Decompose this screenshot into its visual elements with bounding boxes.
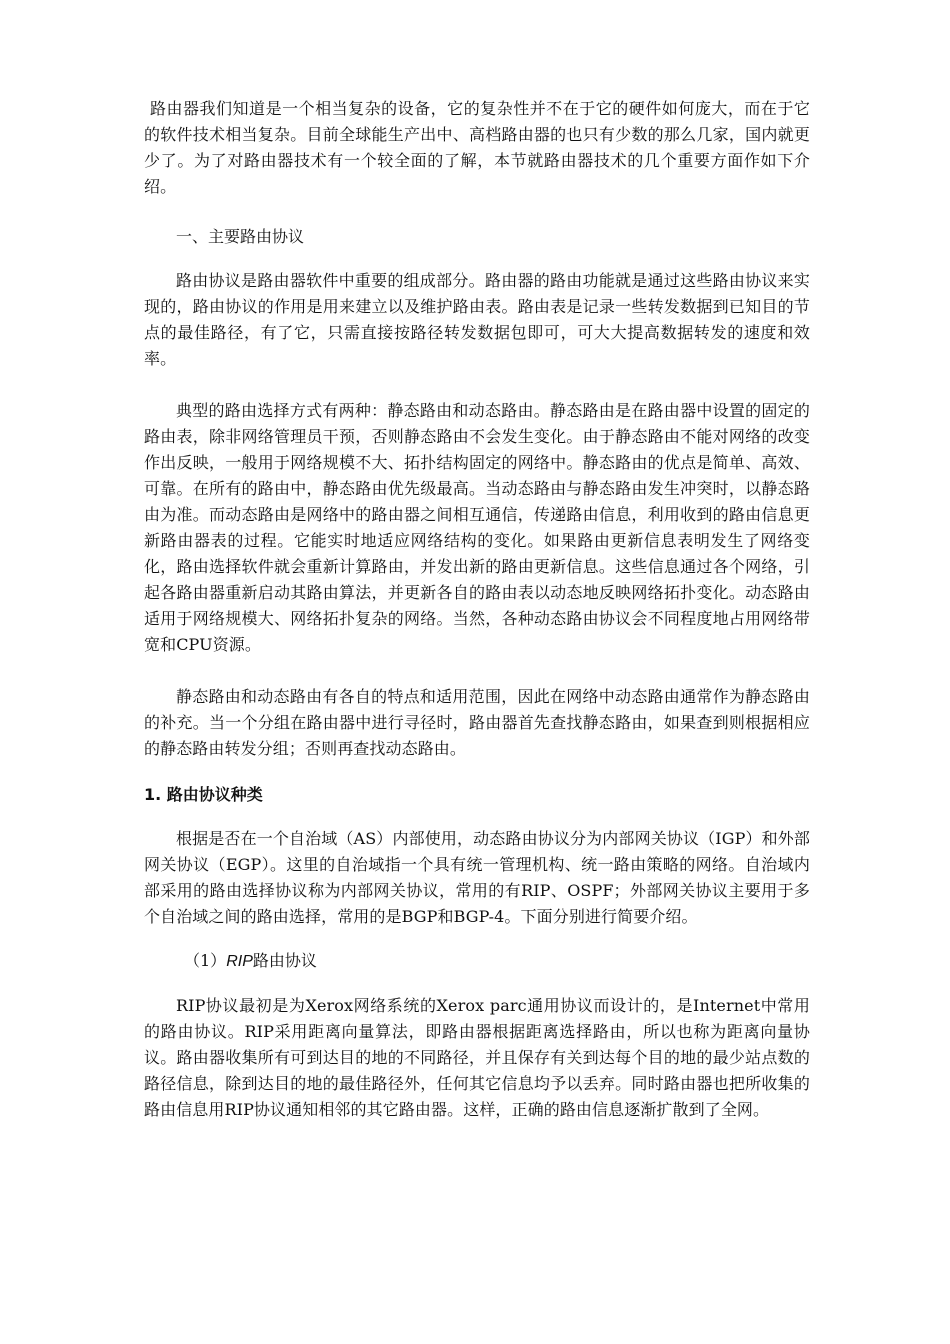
routing-protocol-paragraph: 路由协议是路由器软件中重要的组成部分。路由器的路由功能就是通过这些路由协议来实现的，路由协议的作用是用来建立以及维护路由表。路由表是记录一些转发数据到已知目的节点的最佳路径，有了它，只需直接按路径转发数据包即可，可大大提高数据转发的速度和效率。 (144, 271, 810, 368)
document-content (144, 96, 810, 1123)
subsection-title-suffix: 路由协议 (252, 951, 317, 970)
section-heading-routing-protocol-types: 1. 路由协议种类 (144, 785, 263, 804)
paragraph-spacer (144, 658, 810, 684)
paragraph-spacer (144, 372, 810, 398)
intro-paragraph: 路由器我们知道是一个相当复杂的设备，它的复杂性并不在于它的硬件如何庞大，而在于它的软件技术相当复杂。目前全球能生产出中、高档路由器的也只有少数的那么几家，国内就更少了。为了对路由器技术有一个较全面的了解，本节就路由器技术的几个重要方面作如下介绍。 (144, 99, 810, 196)
section-heading-main-routing-protocols: 一、主要路由协议 (176, 227, 305, 246)
rip-protocol-paragraph: RIP协议最初是为Xerox网络系统的Xerox parc通用协议而设计的，是Internet中常用的路由协议。RIP采用距离向量算法，即路由器根据距离选择路由，所以也称为距离向量协议。路由器收集所有可到达目的地的不同路径，并且保存有关到达每个目的地的最少站点数的路径信息，除到达目的地的最佳路径外，任何其它信息均予以丢弃。同时路由器也把所收集的路由信息用RIP协议通知相邻的其它路由器。这样，正确的路由信息逐渐扩散到了全网。 (144, 996, 810, 1119)
protocol-types-paragraph: 根据是否在一个自治域（AS）内部使用，动态路由协议分为内部网关协议（IGP）和外部网关协议（EGP）。这里的自治域指一个具有统一管理机构、统一路由策略的网络。自治域内部采用的路由选择协议称为内部网关协议，常用的有RIP、OSPF；外部网关协议主要用于多个自治域之间的路由选择，常用的是BGP和BGP-4。下面分别进行简要介绍。 (144, 829, 810, 926)
subsection-number: （1） (184, 951, 227, 970)
static-dynamic-paragraph: 静态路由和动态路由有各自的特点和适用范围，因此在网络中动态路由通常作为静态路由的补充。当一个分组在路由器中进行寻径时，路由器首先查找静态路由，如果查到则根据相应的静态路由转发分组；否则再查找动态路由。 (144, 687, 810, 758)
subsection-rip-label: RIP (226, 953, 253, 970)
routing-methods-paragraph: 典型的路由选择方式有两种：静态路由和动态路由。静态路由是在路由器中设置的固定的路由表，除非网络管理员干预，否则静态路由不会发生变化。由于静态路由不能对网络的改变作出反映，一般用于网络规模不大、拓扑结构固定的网络中。静态路由的优点是简单、高效、可靠。在所有的路由中，静态路由优先级最高。当动态路由与静态路由发生冲突时，以静态路由为准。而动态路由是网络中的路由器之间相互通信，传递路由信息，利用收到的路由信息更新路由器表的过程。它能实时地适应网络结构的变化。如果路由更新信息表明发生了网络变化，路由选择软件就会重新计算路由，并发出新的路由更新信息。这些信息通过各个网络，引起各路由器重新启动其路由算法，并更新各自的路由表以动态地反映网络拓扑变化。动态路由适用于网络规模大、网络拓扑复杂的网络。当然，各种动态路由协议会不同程度地占用网络带宽和CPU资源。 (144, 401, 810, 654)
subsection-heading-rip (144, 948, 810, 975)
